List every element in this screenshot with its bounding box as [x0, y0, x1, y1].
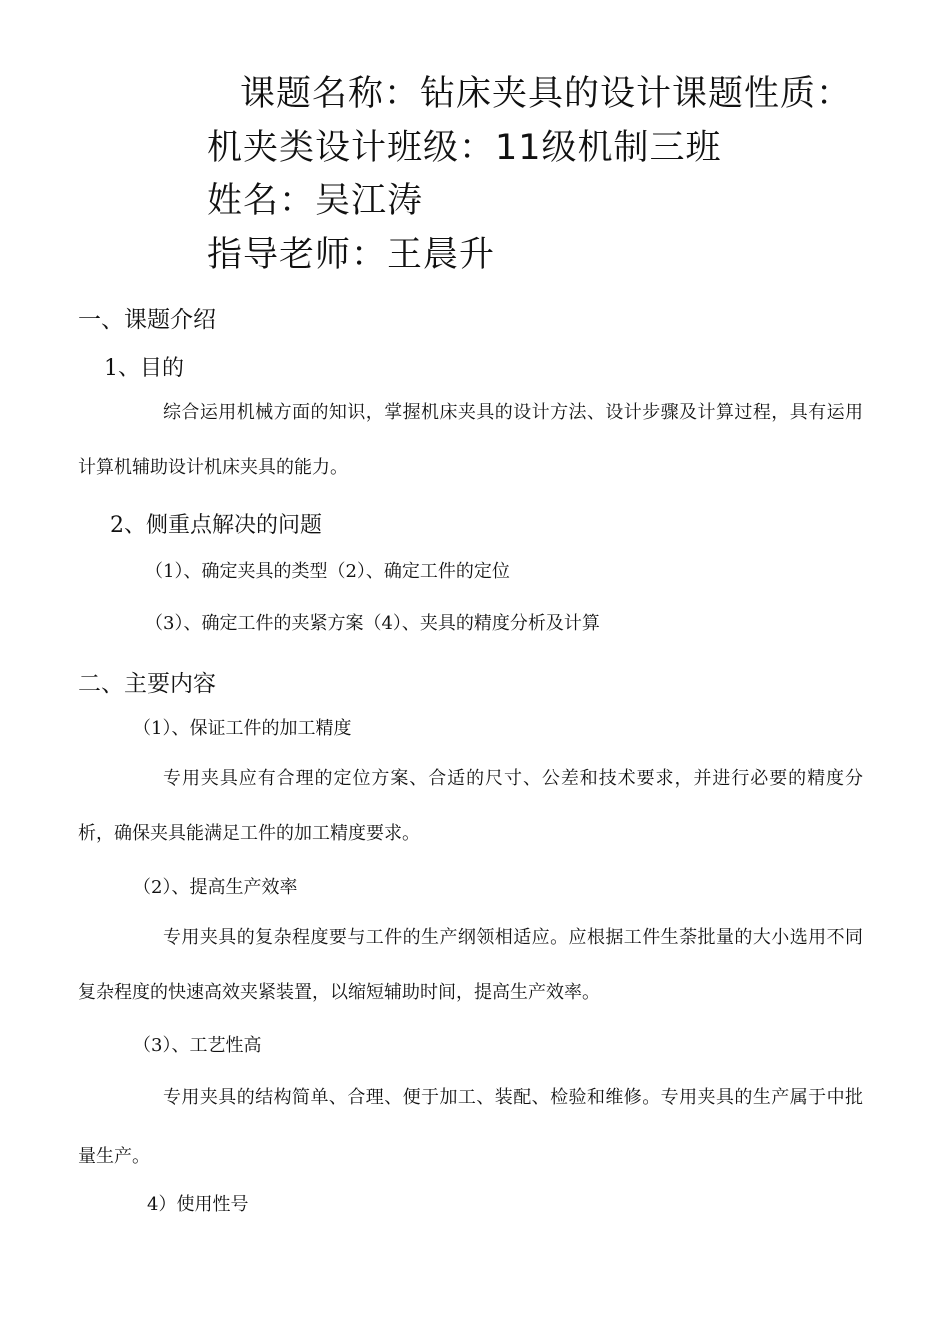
title-line-2: 机夹类设计班级：11级机制三班: [207, 128, 722, 168]
title-line-3: 姓名：吴江涛: [207, 181, 424, 221]
item-1-heading: （1）、保证工件的加工精度: [133, 718, 352, 739]
section-1-heading: 一、课题介绍: [78, 307, 216, 333]
item-1-paragraph: 专用夹具应有合理的定位方案、合适的尺寸、公差和技术要求，并进行必要的精度分析，确保夹具能满足工件的加工精度要求。: [78, 768, 863, 844]
title-line-1: 课题名称：钻床夹具的设计课题性质：: [240, 74, 853, 114]
item-3-paragraph: 专用夹具的结构简单、合理、便于加工、装配、检验和维修。专用夹具的生产属于中批量生产。: [78, 1087, 863, 1167]
item-2-heading: （2）、提高生产效率: [133, 877, 298, 898]
problems-line-2: （3）、确定工件的夹紧方案（4）、夹具的精度分析及计算: [145, 613, 600, 634]
item-4-heading: 4）使用性号: [147, 1194, 249, 1215]
section-2-heading: 二、主要内容: [78, 671, 216, 697]
item-2-paragraph: 专用夹具的复杂程度要与工件的生产纲领相适应。应根据工件生荼批量的大小选用不同复杂程度的快速高效夹紧装置，以缩短辅助时间，提高生产效率。: [78, 927, 863, 1003]
problems-heading: 2、侧重点解决的问题: [110, 513, 322, 538]
title-line-4: 指导老师：王晨升: [207, 235, 496, 275]
purpose-paragraph: 综合运用机械方面的知识，掌握机床夹具的设计方法、设计步骤及计算过程，具有运用计算机辅助设计机床夹具的能力。: [78, 402, 863, 478]
purpose-heading: 1、目的: [104, 356, 184, 381]
problems-line-1: （1）、确定夹具的类型（2）、确定工件的定位: [145, 561, 510, 582]
item-3-heading: （3）、工艺性高: [133, 1035, 262, 1056]
